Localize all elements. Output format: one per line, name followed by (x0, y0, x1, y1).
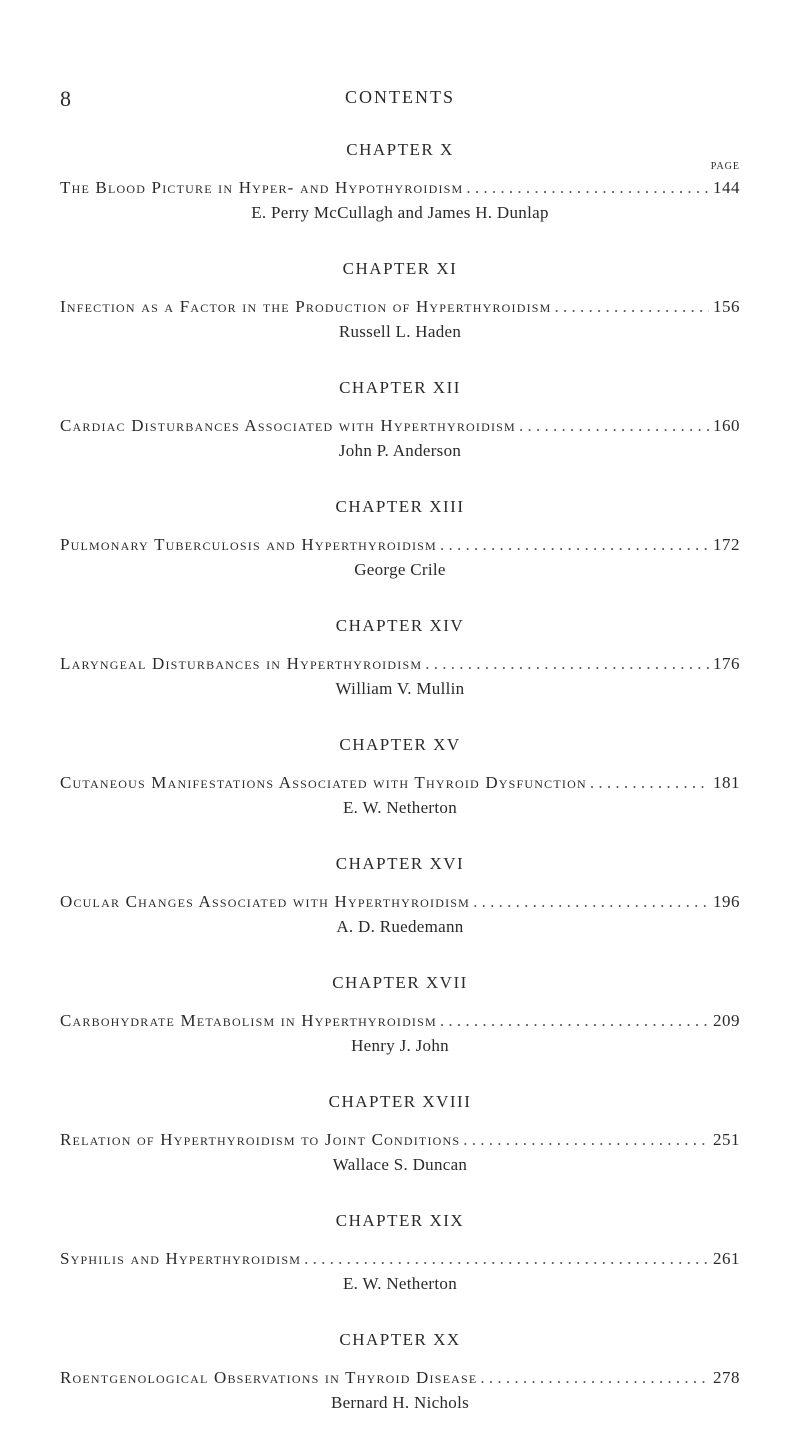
entry-title: Ocular Changes Associated with Hyperthyroidism (60, 892, 471, 911)
chapter-block (60, 614, 740, 733)
page-column-label: PAGE (710, 161, 740, 172)
entry-title: Syphilis and Hyperthyroidism (60, 1249, 302, 1268)
toc-entry (60, 1009, 740, 1033)
toc-entry (60, 652, 740, 676)
chapter-author: William V. Mullin (335, 679, 465, 698)
entry-title: Roentgenological Observations in Thyroid Disease (60, 1368, 478, 1387)
chapter-heading: CHAPTER X (346, 140, 454, 159)
chapter-heading: CHAPTER XX (339, 1330, 461, 1349)
toc-entry (60, 890, 740, 914)
chapter-block (60, 495, 740, 614)
entry-page-number: 278 (713, 1368, 740, 1387)
page-header (0, 86, 800, 116)
toc-entry (60, 771, 740, 795)
chapter-author: George Crile (354, 560, 446, 579)
chapter-block (60, 852, 740, 971)
chapter-block (60, 376, 740, 495)
dot-leader (304, 1247, 709, 1271)
dot-leader (463, 1128, 709, 1152)
chapter-heading: CHAPTER XIII (335, 497, 465, 516)
entry-page-number: 261 (713, 1249, 740, 1268)
entry-title: Laryngeal Disturbances in Hyperthyroidism (60, 654, 423, 673)
toc-entry (60, 1366, 740, 1390)
entry-page-number: 160 (713, 416, 740, 435)
chapter-heading: CHAPTER XIV (335, 616, 465, 635)
dot-leader (590, 771, 709, 795)
entry-page-number: 144 (713, 178, 740, 197)
chapter-heading: CHAPTER XII (339, 378, 461, 397)
entry-page-number: 209 (713, 1011, 740, 1030)
dot-leader (480, 1366, 709, 1390)
toc-entry (60, 533, 740, 557)
chapter-block (60, 733, 740, 852)
entry-page-number: 176 (713, 654, 740, 673)
chapter-heading: CHAPTER XIX (335, 1211, 465, 1230)
chapter-author: Henry J. John (351, 1036, 449, 1055)
chapter-author: John P. Anderson (338, 441, 462, 460)
chapter-block (60, 1328, 740, 1447)
entry-title: Cutaneous Manifestations Associated with Thyroid Dysfunction (60, 773, 587, 792)
chapter-author: E. Perry McCullagh and James H. Dunlap (251, 203, 549, 222)
chapter-heading: CHAPTER XVII (332, 973, 468, 992)
table-of-contents (60, 138, 740, 1447)
chapter-author: Bernard H. Nichols (330, 1393, 470, 1412)
toc-entry (60, 1247, 740, 1271)
entry-page-number: 196 (713, 892, 740, 911)
chapter-heading: CHAPTER XVIII (328, 1092, 472, 1111)
entry-title: Infection as a Factor in the Production of Hyperthyroidism (60, 297, 552, 316)
dot-leader (555, 295, 709, 319)
running-title: CONTENTS (345, 87, 455, 107)
chapter-heading: CHAPTER XV (339, 735, 461, 754)
chapter-block (60, 1209, 740, 1328)
chapter-author: A. D. Ruedemann (336, 917, 464, 936)
toc-entry (60, 176, 740, 200)
entry-title: Cardiac Disturbances Associated with Hyperthyroidism (60, 416, 516, 435)
chapter-author: Russell L. Haden (338, 322, 462, 341)
entry-title: Carbohydrate Metabolism in Hyperthyroidism (60, 1011, 437, 1030)
entry-title: The Blood Picture in Hyper- and Hypothyroidism (60, 178, 464, 197)
chapter-author: E. W. Netherton (342, 798, 458, 817)
toc-entry (60, 414, 740, 438)
toc-entry (60, 1128, 740, 1152)
toc-entry (60, 295, 740, 319)
entry-title: Pulmonary Tuberculosis and Hyperthyroidism (60, 535, 437, 554)
chapter-heading: CHAPTER XI (342, 259, 458, 278)
entry-page-number: 181 (713, 773, 740, 792)
chapter-block (60, 138, 740, 257)
dot-leader (466, 176, 709, 200)
chapter-heading: CHAPTER XVI (335, 854, 465, 873)
dot-leader (519, 414, 709, 438)
chapter-author: E. W. Netherton (342, 1274, 458, 1293)
dot-leader (425, 652, 709, 676)
chapter-block (60, 257, 740, 376)
page-number: 8 (60, 86, 72, 111)
dot-leader (473, 890, 709, 914)
entry-page-number: 156 (713, 297, 740, 316)
entry-page-number: 172 (713, 535, 740, 554)
entry-page-number: 251 (713, 1130, 740, 1149)
chapter-author: Wallace S. Duncan (332, 1155, 468, 1174)
dot-leader (440, 533, 709, 557)
chapter-block (60, 971, 740, 1090)
dot-leader (440, 1009, 709, 1033)
chapter-block (60, 1090, 740, 1209)
entry-title: Relation of Hyperthyroidism to Joint Conditions (60, 1130, 461, 1149)
